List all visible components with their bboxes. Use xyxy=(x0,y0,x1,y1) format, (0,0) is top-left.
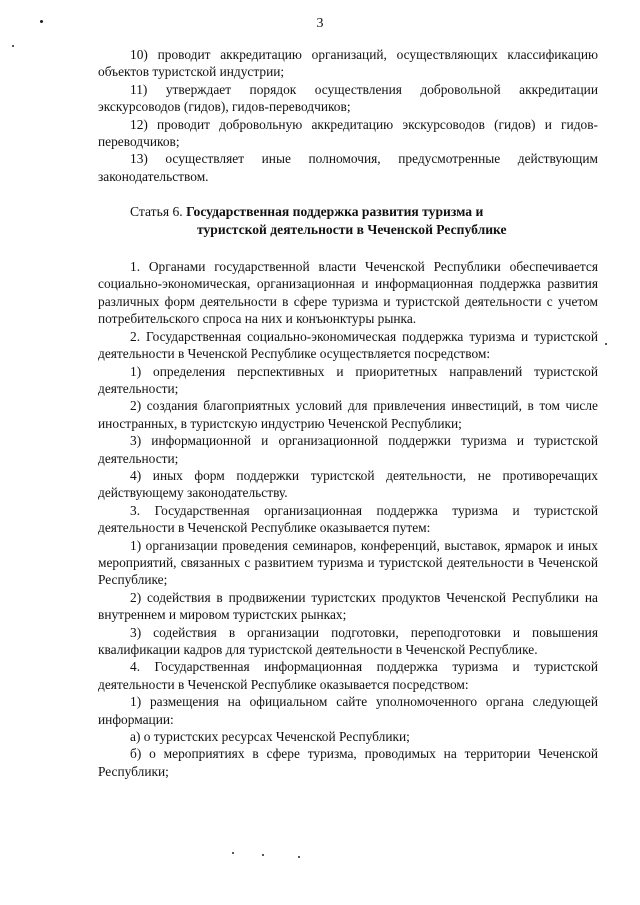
scan-speck xyxy=(262,854,264,856)
list-item-10: 10) проводит аккредитацию организаций, осуществляющих классификацию объектов туристской индустрии; xyxy=(98,47,598,80)
subitem-2-4: 4) иных форм поддержки туристской деятельности, не противоречащих действующему законодательству. xyxy=(98,467,598,501)
list-item-11: 11) утверждает порядок осуществления добровольной аккредитации экскурсоводов (гидов), гидов-переводчиков; xyxy=(98,81,598,115)
article-prefix: Статья 6. xyxy=(130,204,183,220)
article-heading xyxy=(98,203,598,238)
subitem-3-2: 2) содействия в продвижении туристских продуктов Чеченской Республики на внутреннем и мировом туристских рынках; xyxy=(98,589,598,623)
paragraph-1: 1. Органами государственной власти Чеченской Республики обеспечивается социально-экономическая, организационная и информационная поддержка развития различных форм деятельности в сфере туризма и туристской деятельности с учетом потребительского спроса на них и конъюнктуры рынка. xyxy=(98,259,598,327)
paragraph-4: 4. Государственная информационная поддержка туризма и туристской деятельности в Чеченской Республике оказывается посредством: xyxy=(98,659,598,692)
list-item-13: 13) осуществляет иные полномочия, предусмотренные действующим законодательством. xyxy=(98,151,598,184)
subitem-3-3: 3) содействия в организации подготовки, переподготовки и повышения квалификации кадров для туристской деятельности в Чеченской Республике. xyxy=(98,624,598,657)
scan-speck xyxy=(40,20,43,23)
article-title-part2: туристской деятельности в Чеченской Республике xyxy=(197,221,507,237)
scan-speck xyxy=(12,45,14,47)
page-number: 3 xyxy=(316,16,324,31)
paragraph-2: 2. Государственная социально-экономическая поддержка туризма и туристской деятельности в Чеченской Республике осуществляется посредством: xyxy=(98,328,598,362)
scan-speck xyxy=(232,852,234,854)
article-heading-line1 xyxy=(98,203,598,220)
subitem-2-3: 3) информационной и организационной поддержки туризма и туристской деятельности; xyxy=(98,433,598,466)
article-heading-line2 xyxy=(98,221,598,238)
scan-speck xyxy=(298,856,300,858)
subitem-2-1: 1) определения перспективных и приоритетных направлений туристской деятельности; xyxy=(98,363,598,396)
scan-speck xyxy=(605,343,607,345)
document-body xyxy=(98,46,598,780)
paragraph-3: 3. Государственная организационная поддержка туризма и туристской деятельности в Чеченской Республике оказывается путем: xyxy=(98,502,598,536)
subitem-2-2: 2) создания благоприятных условий для привлечения инвестиций, в том числе иностранных, в туристскую индустрию Чеченской Республики; xyxy=(98,398,598,431)
subitem-3-1: 1) организации проведения семинаров, конференций, выставок, ярмарок и иных мероприятий, связанных с развитием туризма и туристской деятельности в Чеченской Республике; xyxy=(98,537,598,588)
list-item-12: 12) проводит добровольную аккредитацию экскурсоводов (гидов) и гидов-переводчиков; xyxy=(98,116,598,150)
subitem-4-1: 1) размещения на официальном сайте уполномоченного органа следующей информации: xyxy=(98,694,598,727)
subitem-4-1-b: б) о мероприятиях в сфере туризма, проводимых на территории Чеченской Республики; xyxy=(98,746,598,779)
subitem-4-1-a: а) о туристских ресурсах Чеченской Республики; xyxy=(130,729,410,745)
article-title-part1: Государственная поддержка развития туризма и xyxy=(186,204,484,220)
